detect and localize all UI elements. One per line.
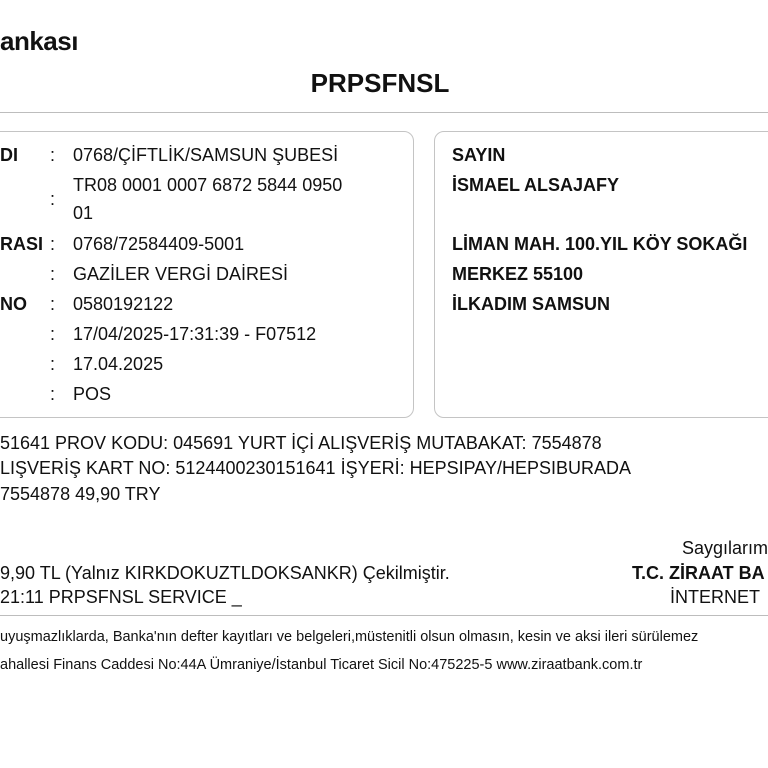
service-line: 21:11 PRPSFNSL SERVICE _: [0, 587, 242, 607]
description-line2: LIŞVERİŞ KART NO: 5124400230151641 İŞYERİ: HEPSIPAY/HEPSIBURADA: [0, 458, 631, 478]
bank-name: T.C. ZİRAAT BA: [632, 563, 765, 583]
detail-value-timestamp: 17/04/2025-17:31:39 - F07512: [73, 324, 317, 344]
recipient-name: İSMAEL ALSAJAFY: [452, 175, 620, 195]
detail-value-account: 0768/72584409-5001: [73, 234, 245, 254]
regards-text: Saygılarım: [681, 538, 768, 558]
recipient-address-line1: LİMAN MAH. 100.YIL KÖY SOKAĞI: [452, 234, 748, 254]
detail-colon: :: [50, 294, 56, 314]
footer-address: ahallesi Finans Caddesi No:44A Ümraniye/İstanbul Ticaret Sicil No:475225-5 www.ziraatbank.com.tr: [0, 657, 643, 673]
amount-line: 9,90 TL (Yalnız KIRKDOKUZTLDOKSANKR) Çekilmiştir.: [0, 563, 450, 583]
detail-colon: :: [50, 324, 56, 344]
detail-colon: :: [50, 264, 56, 284]
detail-value-branch: 0768/ÇİFTLİK/SAMSUN ŞUBESİ: [73, 145, 339, 165]
detail-value-iban: TR08 0001 0007 6872 5844 0950: [73, 175, 343, 195]
detail-colon: :: [50, 234, 56, 254]
detail-value-channel: POS: [73, 384, 112, 404]
header-divider: [0, 112, 768, 113]
recipient-greeting: SAYIN: [452, 145, 506, 165]
description-line3: 7554878 49,90 TRY: [0, 484, 161, 504]
detail-colon: :: [50, 354, 56, 374]
recipient-address-line2: MERKEZ 55100: [452, 264, 584, 284]
detail-colon: :: [50, 145, 56, 165]
recipient-address-line3: İLKADIM SAMSUN: [452, 294, 610, 314]
footer-divider: [0, 615, 768, 616]
channel-text: İNTERNET: [670, 587, 760, 607]
bank-logo: ankası: [0, 26, 78, 56]
detail-value-tax-office: GAZİLER VERGİ DAİRESİ: [73, 264, 289, 284]
footer-disclaimer: uyuşmazlıklarda, Banka'nın defter kayıtları ve belgeleri,müstenitli olsun olmasın, kesin ve aksi ileri sürülemez: [0, 629, 699, 645]
detail-label-no: NO: [0, 294, 27, 314]
detail-value-date: 17.04.2025: [73, 354, 164, 374]
detail-value-iban-cont: 01: [73, 203, 94, 223]
detail-label-account: RASI: [0, 234, 44, 254]
detail-colon: :: [50, 189, 56, 209]
detail-value-tax-no: 0580192122: [73, 294, 174, 314]
detail-colon: :: [50, 384, 56, 404]
detail-label-branch: DI: [0, 145, 18, 165]
page-title: PRPSFNSL: [310, 68, 450, 98]
description-line1: 51641 PROV KODU: 045691 YURT İÇİ ALIŞVERİŞ MUTABAKAT: 7554878: [0, 433, 602, 453]
